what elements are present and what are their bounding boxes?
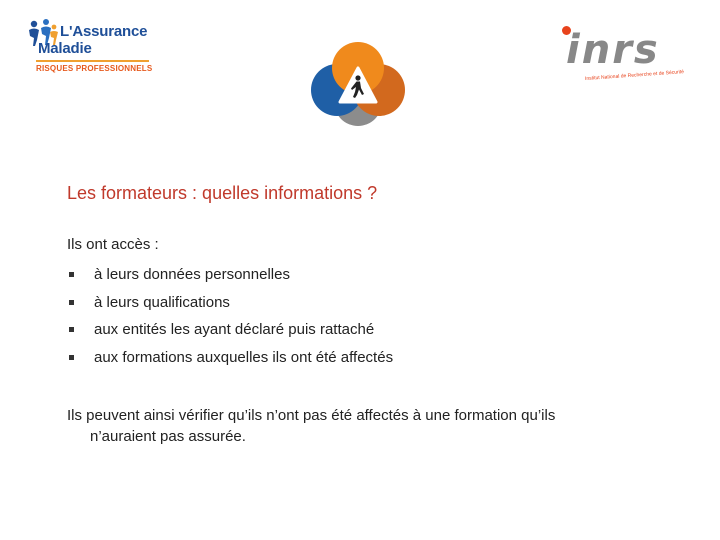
inrs-tagline: Institut National de Recherche et de Sécurité xyxy=(584,69,685,82)
inrs-logo xyxy=(552,20,702,90)
assurance-maladie-logo xyxy=(24,16,154,80)
slide-title: Les formateurs : quelles informations ? xyxy=(67,183,378,203)
bullet-square-icon xyxy=(69,272,74,277)
bullet-text: aux entités les ayant déclaré puis rattaché xyxy=(94,321,375,338)
conclusion-line-2: n’auraient pas assurée. xyxy=(90,428,246,445)
bullet-square-icon xyxy=(69,327,74,332)
inrs-wordmark: inrs xyxy=(566,27,660,73)
bullet-text: aux formations auxquelles ils ont été affectés xyxy=(94,348,394,366)
bullet-square-icon xyxy=(69,300,74,305)
bullet-text: à leurs qualifications xyxy=(94,293,230,311)
pedestrian-warning-icon xyxy=(304,40,412,142)
logo-name-line1: L'Assurance xyxy=(60,23,148,40)
bullet-text: à leurs données personnelles xyxy=(94,266,290,283)
conclusion-text xyxy=(67,405,667,447)
logo-name-line2: Maladie xyxy=(38,40,92,57)
logo-subtitle: RISQUES PROFESSIONNELS xyxy=(36,64,153,73)
conclusion-line-1: Ils peuvent ainsi vérifier qu’ils n’ont pas été affectés à une formation qu’ils xyxy=(67,407,556,424)
intro-text: Ils ont accès : xyxy=(67,236,159,253)
bullet-square-icon xyxy=(69,355,74,360)
logo-divider xyxy=(36,60,149,62)
